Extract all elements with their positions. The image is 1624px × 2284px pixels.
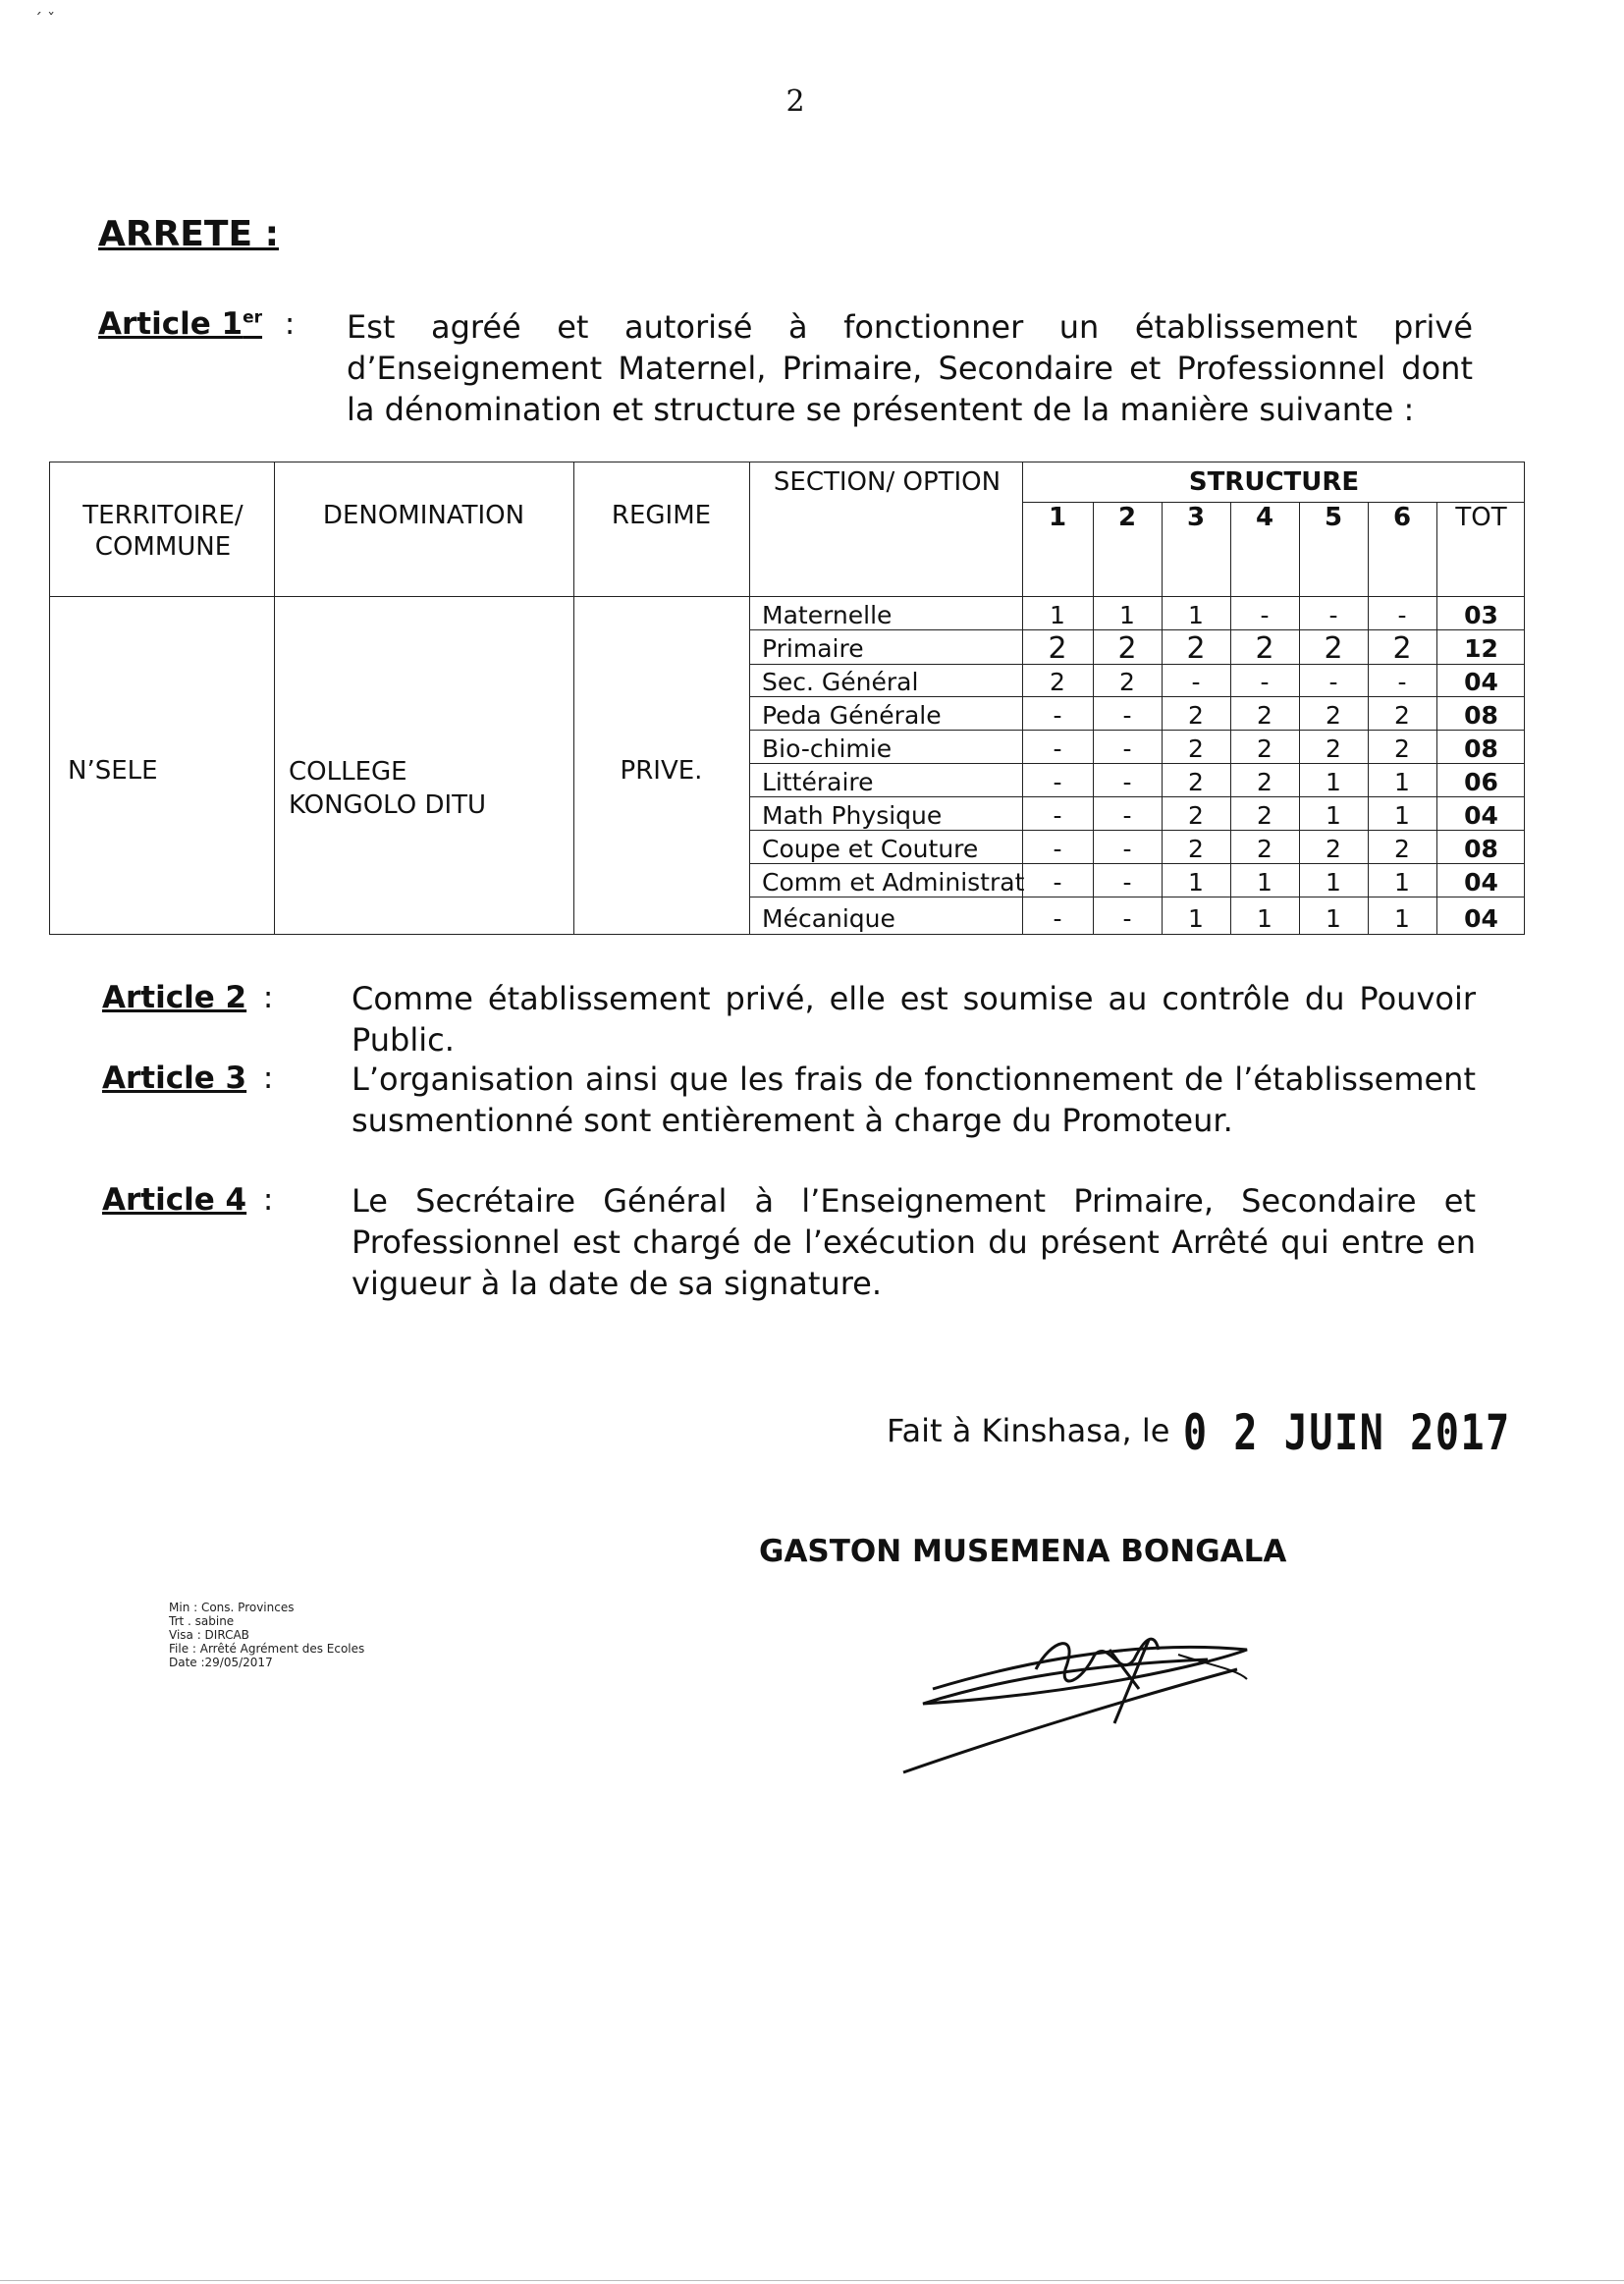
structure-value-cell: 1 — [1394, 867, 1410, 897]
table-divider — [50, 596, 1524, 597]
section-option-cell: Mécanique — [762, 903, 895, 933]
scan-mark: ´ ˇ — [34, 10, 56, 28]
structure-value-cell: 2 — [1188, 800, 1204, 830]
article4-label — [102, 1182, 273, 1218]
header-col-6: 6 — [1392, 503, 1412, 532]
total-cell: 06 — [1464, 767, 1498, 796]
total-cell: 04 — [1464, 867, 1498, 897]
structure-value-cell: 2 — [1188, 700, 1204, 730]
arrete-heading: ARRETE : — [98, 214, 279, 254]
header-section: SECTION/ OPTION — [773, 467, 1001, 497]
structure-value-cell: 2 — [1257, 767, 1272, 796]
structure-value-cell: 2 — [1394, 700, 1410, 730]
header-col-1: 1 — [1048, 503, 1067, 532]
structure-value-cell: - — [1328, 600, 1338, 629]
structure-value-cell: 2 — [1186, 631, 1206, 666]
structure-value-cell: - — [1122, 903, 1132, 933]
structure-value-cell: - — [1053, 903, 1062, 933]
section-option-cell: Sec. Général — [762, 668, 919, 696]
structure-value-cell: 1 — [1188, 903, 1204, 933]
reference-line: Trt . sabine — [169, 1614, 235, 1628]
structure-value-cell: 1 — [1188, 867, 1204, 897]
cell-denomination: COLLEGE KONGOLO DITU — [289, 757, 487, 820]
article2-colon: : — [262, 980, 274, 1015]
structure-value-cell: - — [1397, 668, 1407, 696]
header-col-2: 2 — [1117, 503, 1137, 532]
article1-label — [98, 306, 295, 342]
structure-value-cell: - — [1260, 668, 1270, 696]
article3-colon: : — [262, 1060, 274, 1096]
reference-line: Min : Cons. Provinces — [169, 1601, 295, 1614]
section-option-cell: Coupe et Couture — [762, 834, 979, 863]
structure-value-cell: 2 — [1394, 734, 1410, 763]
article3-label-text: Article 3 — [102, 1060, 247, 1096]
structure-value-cell: 2 — [1257, 800, 1272, 830]
total-cell: 04 — [1464, 903, 1498, 933]
total-cell: 12 — [1464, 634, 1498, 663]
structure-value-cell: 1 — [1326, 903, 1341, 933]
reference-line: Date :29/05/2017 — [169, 1656, 273, 1669]
article1-colon: : — [284, 306, 296, 342]
structure-value-cell: 2 — [1188, 834, 1204, 863]
structure-value-cell: 1 — [1326, 867, 1341, 897]
structure-value-cell: - — [1328, 668, 1338, 696]
total-cell: 08 — [1464, 700, 1498, 730]
structure-value-cell: 2 — [1392, 631, 1412, 666]
article1-text: Est agréé et autorisé à fonctionner un établissement privé d’Enseignement Maternel, Primaire, Secondaire et Professionnel dont la dénomination et structure se présentent de la manière suivante : — [347, 308, 1473, 428]
structure-value-cell: - — [1122, 834, 1132, 863]
table-divider — [573, 462, 574, 934]
structure-value-cell: 2 — [1324, 631, 1343, 666]
closing-place: Fait à Kinshasa, le — [887, 1412, 1170, 1449]
structure-value-cell: - — [1053, 867, 1062, 897]
header-territoire: TERRITOIRE/ COMMUNE — [82, 501, 244, 562]
structure-value-cell: - — [1397, 600, 1407, 629]
structure-value-cell: - — [1122, 734, 1132, 763]
structure-value-cell: - — [1260, 600, 1270, 629]
date-stamp: 0 2 JUIN 2017 — [1183, 1404, 1511, 1461]
section-option-cell: Peda Générale — [762, 700, 942, 730]
section-option-cell: Primaire — [762, 634, 864, 663]
total-cell: 08 — [1464, 834, 1498, 863]
article4-text: Le Secrétaire Général à l’Enseignement Primaire, Secondaire et Professionnel est chargé de l’exécution du présent Arrêté qui entre en vigueur à la date de sa signature. — [352, 1182, 1476, 1302]
structure-value-cell: - — [1053, 700, 1062, 730]
article3-label — [102, 1060, 273, 1096]
structure-value-cell: 2 — [1257, 834, 1272, 863]
structure-value-cell: - — [1122, 867, 1132, 897]
structure-value-cell: 2 — [1119, 668, 1135, 696]
structure-value-cell: 1 — [1326, 800, 1341, 830]
structure-value-cell: 2 — [1117, 631, 1137, 666]
cell-territoire: N’SELE — [68, 756, 158, 786]
handwritten-signature — [884, 1571, 1434, 1807]
section-option-cell: Maternelle — [762, 600, 893, 629]
structure-value-cell: - — [1053, 767, 1062, 796]
section-option-cell: Comm et Administrat — [762, 867, 1025, 897]
article2-text: Comme établissement privé, elle est soumise au contrôle du Pouvoir Public. — [352, 980, 1476, 1059]
structure-value-cell: 2 — [1394, 834, 1410, 863]
total-cell: 04 — [1464, 668, 1498, 696]
article2-label-text: Article 2 — [102, 980, 247, 1015]
structure-value-cell: 2 — [1188, 767, 1204, 796]
reference-block — [169, 1601, 364, 1669]
structure-value-cell: 2 — [1326, 700, 1341, 730]
structure-value-cell: 2 — [1255, 631, 1274, 666]
structure-value-cell: 1 — [1394, 767, 1410, 796]
structure-value-cell: 1 — [1326, 767, 1341, 796]
structure-value-cell: 1 — [1188, 600, 1204, 629]
total-cell: 08 — [1464, 734, 1498, 763]
structure-value-cell: 1 — [1394, 800, 1410, 830]
structure-value-cell: 1 — [1119, 600, 1135, 629]
section-option-cell: Math Physique — [762, 800, 943, 830]
page-edge — [0, 2280, 1624, 2281]
header-col-tot: TOT — [1455, 503, 1507, 532]
structure-value-cell: 2 — [1257, 734, 1272, 763]
section-option-cell: Littéraire — [762, 767, 874, 796]
table-divider — [274, 462, 275, 934]
reference-line: File : Arrêté Agrément des Ecoles — [169, 1642, 365, 1656]
structure-value-cell: 1 — [1394, 903, 1410, 933]
structure-value-cell: - — [1191, 668, 1201, 696]
structure-value-cell: 2 — [1050, 668, 1065, 696]
article2-label — [102, 980, 273, 1015]
header-structure: STRUCTURE — [1188, 467, 1360, 497]
structure-value-cell: - — [1122, 800, 1132, 830]
total-cell: 03 — [1464, 600, 1498, 629]
reference-line: Visa : DIRCAB — [169, 1628, 249, 1642]
header-regime: REGIME — [611, 501, 712, 530]
page-number: 2 — [785, 84, 805, 119]
header-denomination: DENOMINATION — [322, 501, 525, 530]
total-cell: 04 — [1464, 800, 1498, 830]
structure-value-cell: - — [1053, 734, 1062, 763]
structure-value-cell: 1 — [1257, 903, 1272, 933]
structure-value-cell: - — [1122, 767, 1132, 796]
structure-value-cell: 1 — [1050, 600, 1065, 629]
structure-value-cell: - — [1053, 834, 1062, 863]
article4-colon: : — [262, 1182, 274, 1218]
structure-value-cell: 2 — [1326, 734, 1341, 763]
article3-text: L’organisation ainsi que les frais de fonctionnement de l’établissement susmentionné sont entièrement à charge du Promoteur. — [352, 1060, 1476, 1139]
header-col-3: 3 — [1186, 503, 1206, 532]
article1-label-sup: er — [243, 307, 263, 328]
structure-value-cell: 2 — [1188, 734, 1204, 763]
structure-value-cell: 2 — [1326, 834, 1341, 863]
structure-table — [49, 462, 1525, 935]
structure-value-cell: 2 — [1048, 631, 1067, 666]
article1-label-main: Article 1 — [98, 306, 244, 342]
article4-label-text: Article 4 — [102, 1182, 247, 1218]
structure-value-cell: 2 — [1257, 700, 1272, 730]
signer-name: GASTON MUSEMENA BONGALA — [759, 1534, 1287, 1569]
section-option-cell: Bio-chimie — [762, 734, 893, 763]
structure-value-cell: - — [1122, 700, 1132, 730]
structure-value-cell: - — [1053, 800, 1062, 830]
header-col-5: 5 — [1324, 503, 1343, 532]
cell-regime: PRIVE. — [620, 756, 703, 786]
header-col-4: 4 — [1255, 503, 1274, 532]
structure-value-cell: 1 — [1257, 867, 1272, 897]
